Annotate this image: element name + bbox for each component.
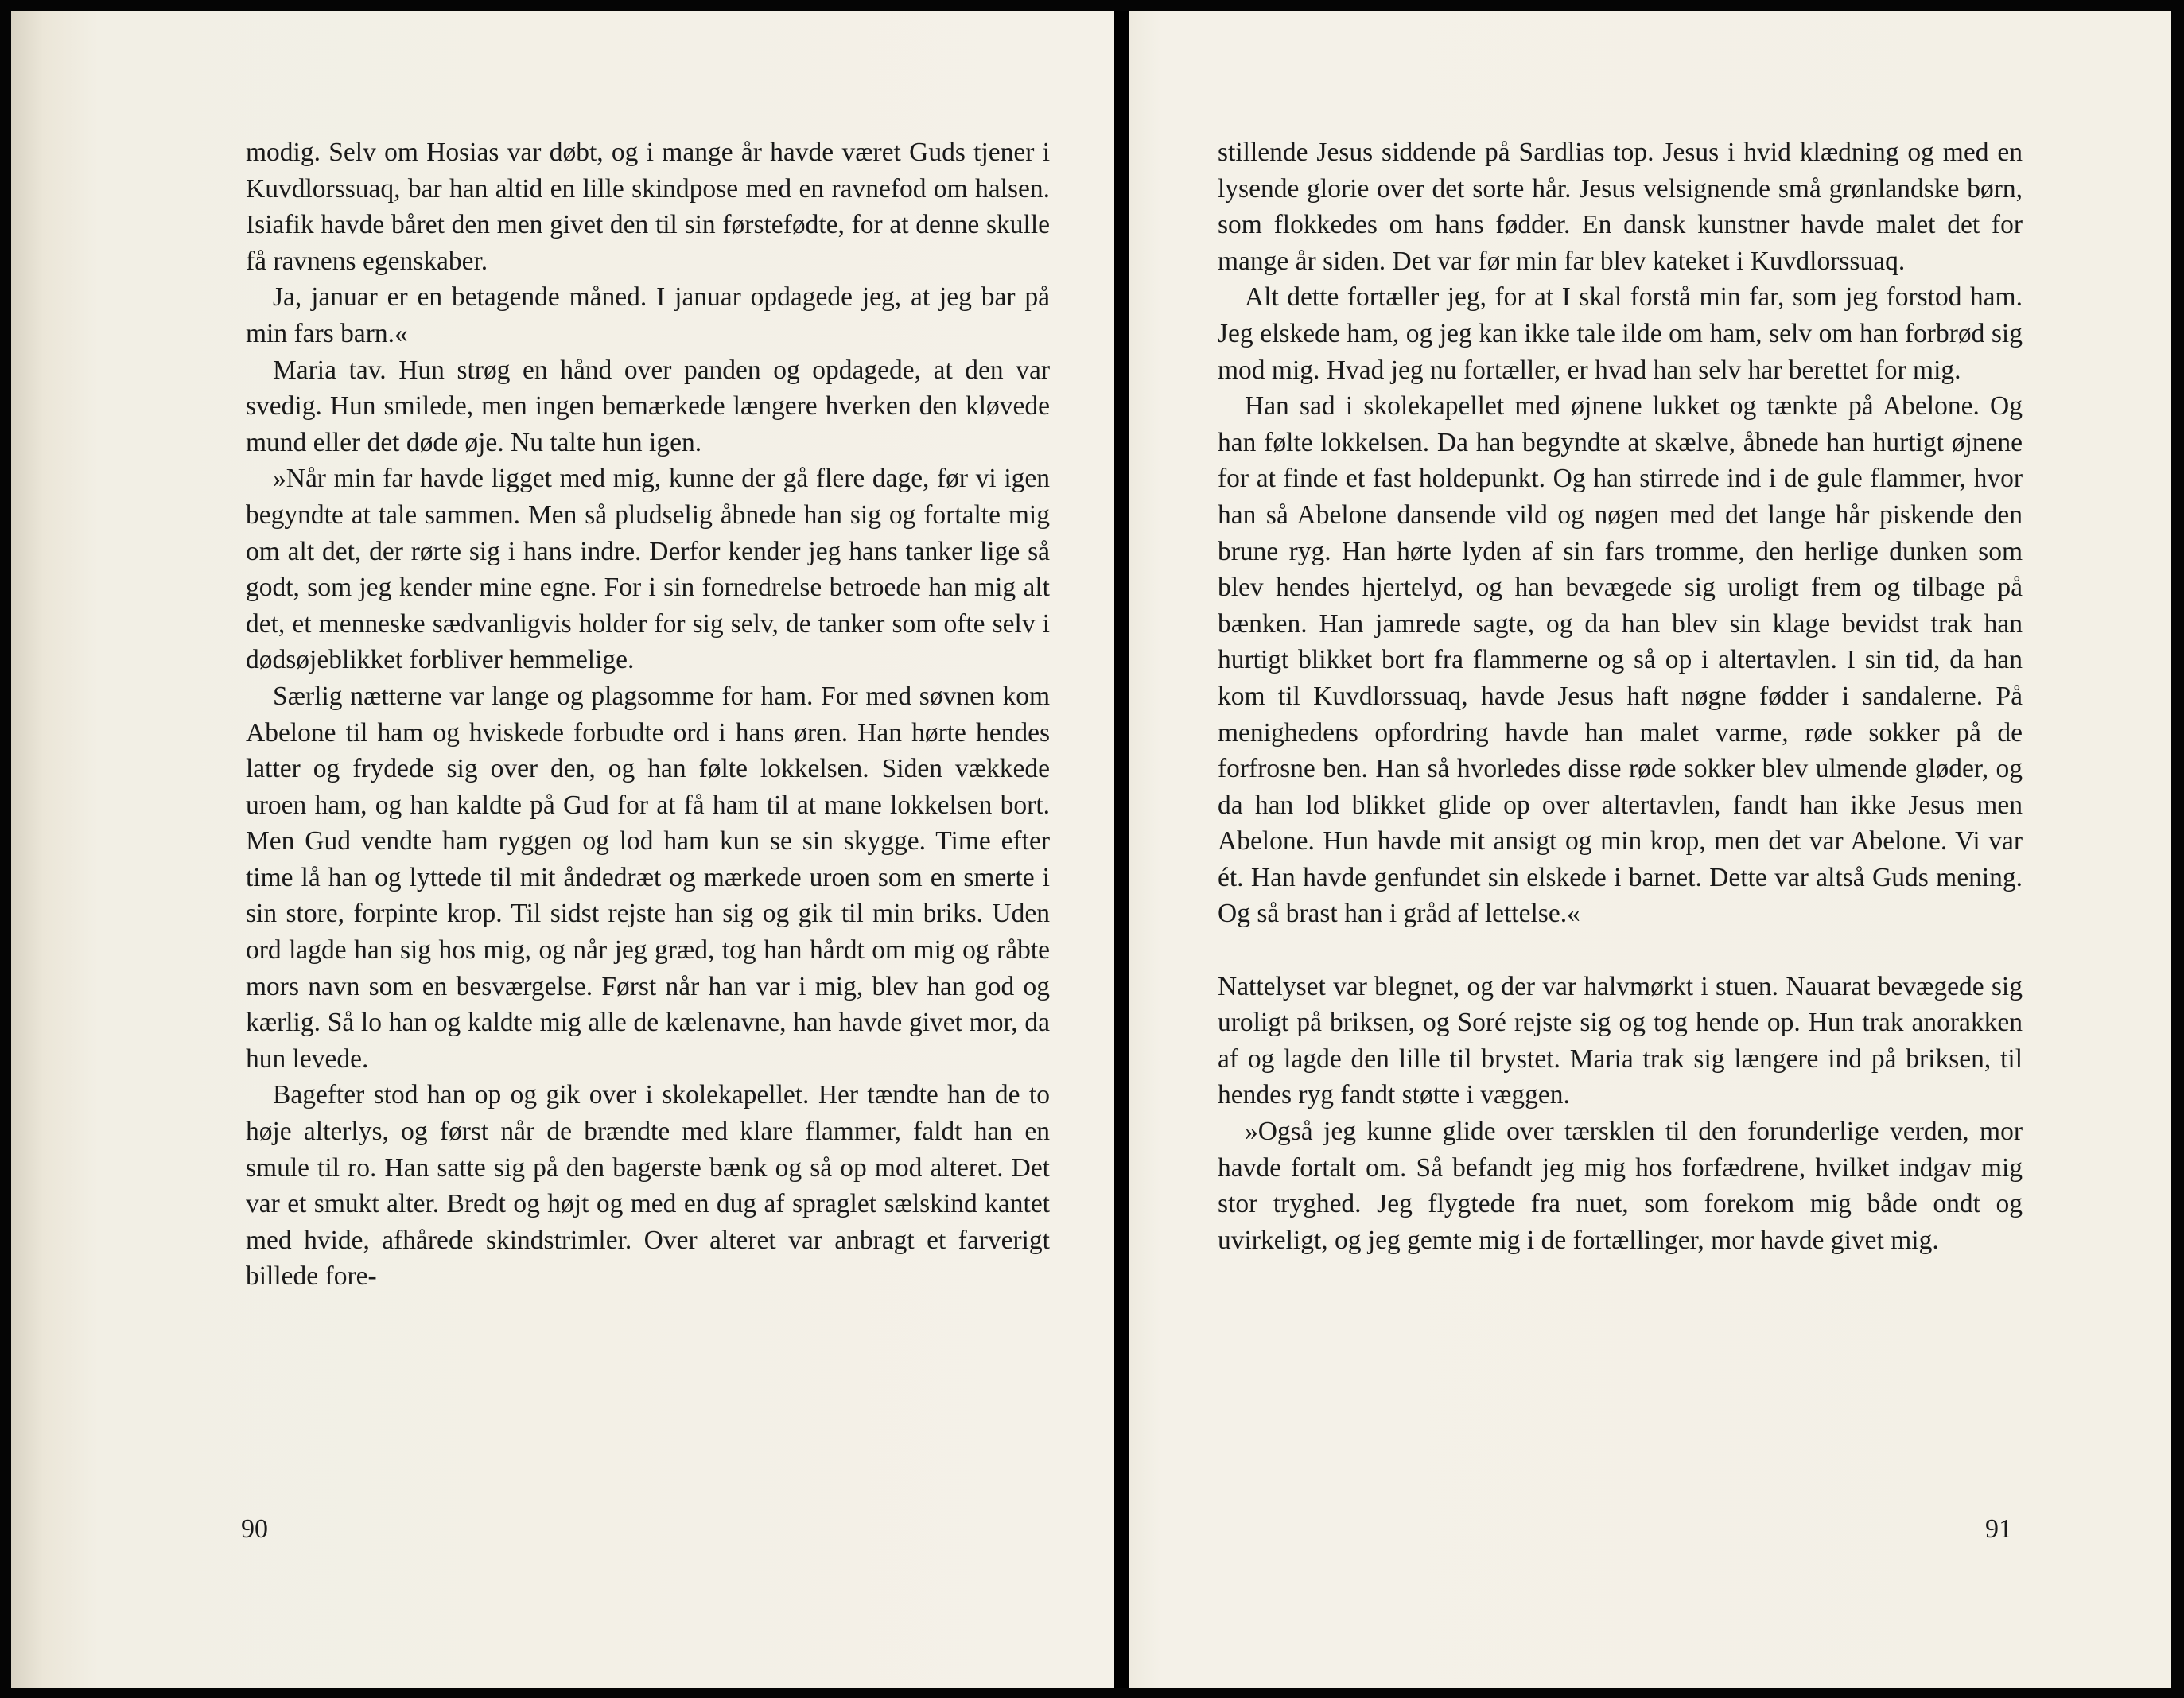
left-page <box>11 11 1114 1688</box>
paragraph: Bagefter stod han op og gik over i skolekapellet. Her tændte han de to høje alterlys, og først når de brændte med klare flammer, faldt han en smule til ro. Han satte sig på den bagerste bænk og så op mod alteret. Det var et smukt alter. Bredt og højt og med en dug af spraglet sælskind kantet med hvide, afhårede skindstrimler. Over alteret var anbragt et farverigt billede fore- <box>246 1080 1050 1292</box>
right-page-text <box>1218 134 2023 1258</box>
paragraph: Maria tav. Hun strøg en hånd over panden og opdagede, at den var svedig. Hun smilede, men ingen bemærkede længere hverken den kløvede mund eller det døde øje. Nu talte hun igen. <box>246 355 1050 457</box>
paragraph: stillende Jesus siddende på Sardlias top. Jesus i hvid klædning og med en lysende glorie over det sorte hår. Jesus velsignende små grønlandske børn, som flokkedes om hans fødder. En dansk kunstner havde malet det for mange år siden. Det var før min far blev kateket i Kuvdlorssuaq. <box>1218 138 2023 276</box>
page-number-left: 90 <box>241 1514 268 1544</box>
paragraph: modig. Selv om Hosias var døbt, og i mange år havde været Guds tjener i Kuvdlorssuaq, bar han altid en lille skindpose med en ravnefod om halsen. Isiafik havde båret den men givet den til sin førstefødte, for at denne skulle få ravnens egenskaber. <box>246 138 1050 276</box>
paragraph: Særlig nætterne var lange og plagsomme for ham. For med søvnen kom Abelone til ham og hviskede forbudte ord i hans øren. Han hørte hendes latter og frydede sig over den, og han følte lokkelsen. Siden vækkede uroen ham, og han kaldte på Gud for at få ham til at mane lokkelsen bort. Men Gud vendte ham ryggen og lod ham kun se sin skygge. Time efter time lå han og lyttede til mit åndedræt og mærkede uroen som en smerte i sin store, forpinte krop. Til sidst rejste han sig og gik til min briks. Uden ord lagde han sig hos mig, og når jeg græd, tog han hårdt om mig og råbte mors navn som en besværgelse. Først når han var i mig, blev han god og kærlig. Så lo han og kaldte mig alle de kælenavne, han havde givet mor, da hun levede. <box>246 681 1050 1074</box>
paragraph: »Også jeg kunne glide over tærsklen til den forunderlige verden, mor havde fortalt om. Så befandt jeg mig hos forfædrene, hvilket indgav mig stor tryghed. Jeg flygtede fra nuet, som forekom mig både ondt og uvirkeligt, og jeg gemte mig i de fortællinger, mor havde givet mig. <box>1218 1117 2023 1255</box>
paragraph: »Når min far havde ligget med mig, kunne der gå flere dage, før vi igen begyndte at tale sammen. Men så pludselig åbnede han sig og fortalte mig om alt det, der rørte sig i hans indre. Derfor kender jeg hans tanker lige så godt, som jeg kender mine egne. For i sin fornedrelse betroede han mig alt det, et menneske sædvanligvis holder for sig selv, de tanker som ofte selv i dødsøjeblikket forbliver hemmelige. <box>246 464 1050 675</box>
left-page-text <box>246 134 1050 1295</box>
paragraph: Ja, januar er en betagende måned. I januar opdagede jeg, at jeg bar på min fars barn.« <box>246 282 1050 348</box>
book-gutter <box>1114 11 1129 1688</box>
paragraph: Han sad i skolekapellet med øjnene lukket og tænkte på Abelone. Og han følte lokkelsen. Da han begyndte at skælve, åbnede han hurtigt øjnene for at finde et fast holdepunkt. Og han stirrede ind i de gule flammer, hvor han så Abelone dansende vild og nøgen med det lange hår piskende den brune ryg. Han hørte lyden af sin fars tromme, den herlige dunken som blev hendes hjertelyd, og han bevægede sig uroligt frem og tilbage på bænken. Han jamrede sagte, og da han blev sin klage bevidst trak han hurtigt blikket bort fra flammerne og så op i altertavlen. I sin tid, da han kom til Kuvdlorssuaq, havde Jesus haft nøgne fødder i sandalerne. På menighedens opfordring havde han malet varme, røde sokker på de forfrosne ben. Han så hvorledes disse røde sokker blev ulmende gløder, og da han lod blikket glide op over altertavlen, fandt han ikke Jesus men Abelone. Hun havde mit ansigt og min krop, men det var Abelone. Vi var ét. Han havde genfundet sin elskede i barnet. Dette var altså Guds mening. Og så brast han i gråd af lettelse.« <box>1218 391 2023 929</box>
page-number-right: 91 <box>1985 1514 2012 1544</box>
right-page <box>1129 11 2171 1688</box>
paragraph: Nattelyset var blegnet, og der var halvmørkt i stuen. Nauarat bevægede sig uroligt på briksen, og Soré rejste sig og tog hende op. Hun trak anorakken af og lagde den lille til brystet. Maria trak sig længere ind på briksen, til hendes ryg fandt støtte i væggen. <box>1218 971 2023 1110</box>
paragraph: Alt dette fortæller jeg, for at I skal forstå min far, som jeg forstod ham. Jeg elskede ham, og jeg kan ikke tale ilde om ham, selv om han forbrød sig mod mig. Hvad jeg nu fortæller, er hvad han selv har berettet for mig. <box>1218 282 2023 385</box>
